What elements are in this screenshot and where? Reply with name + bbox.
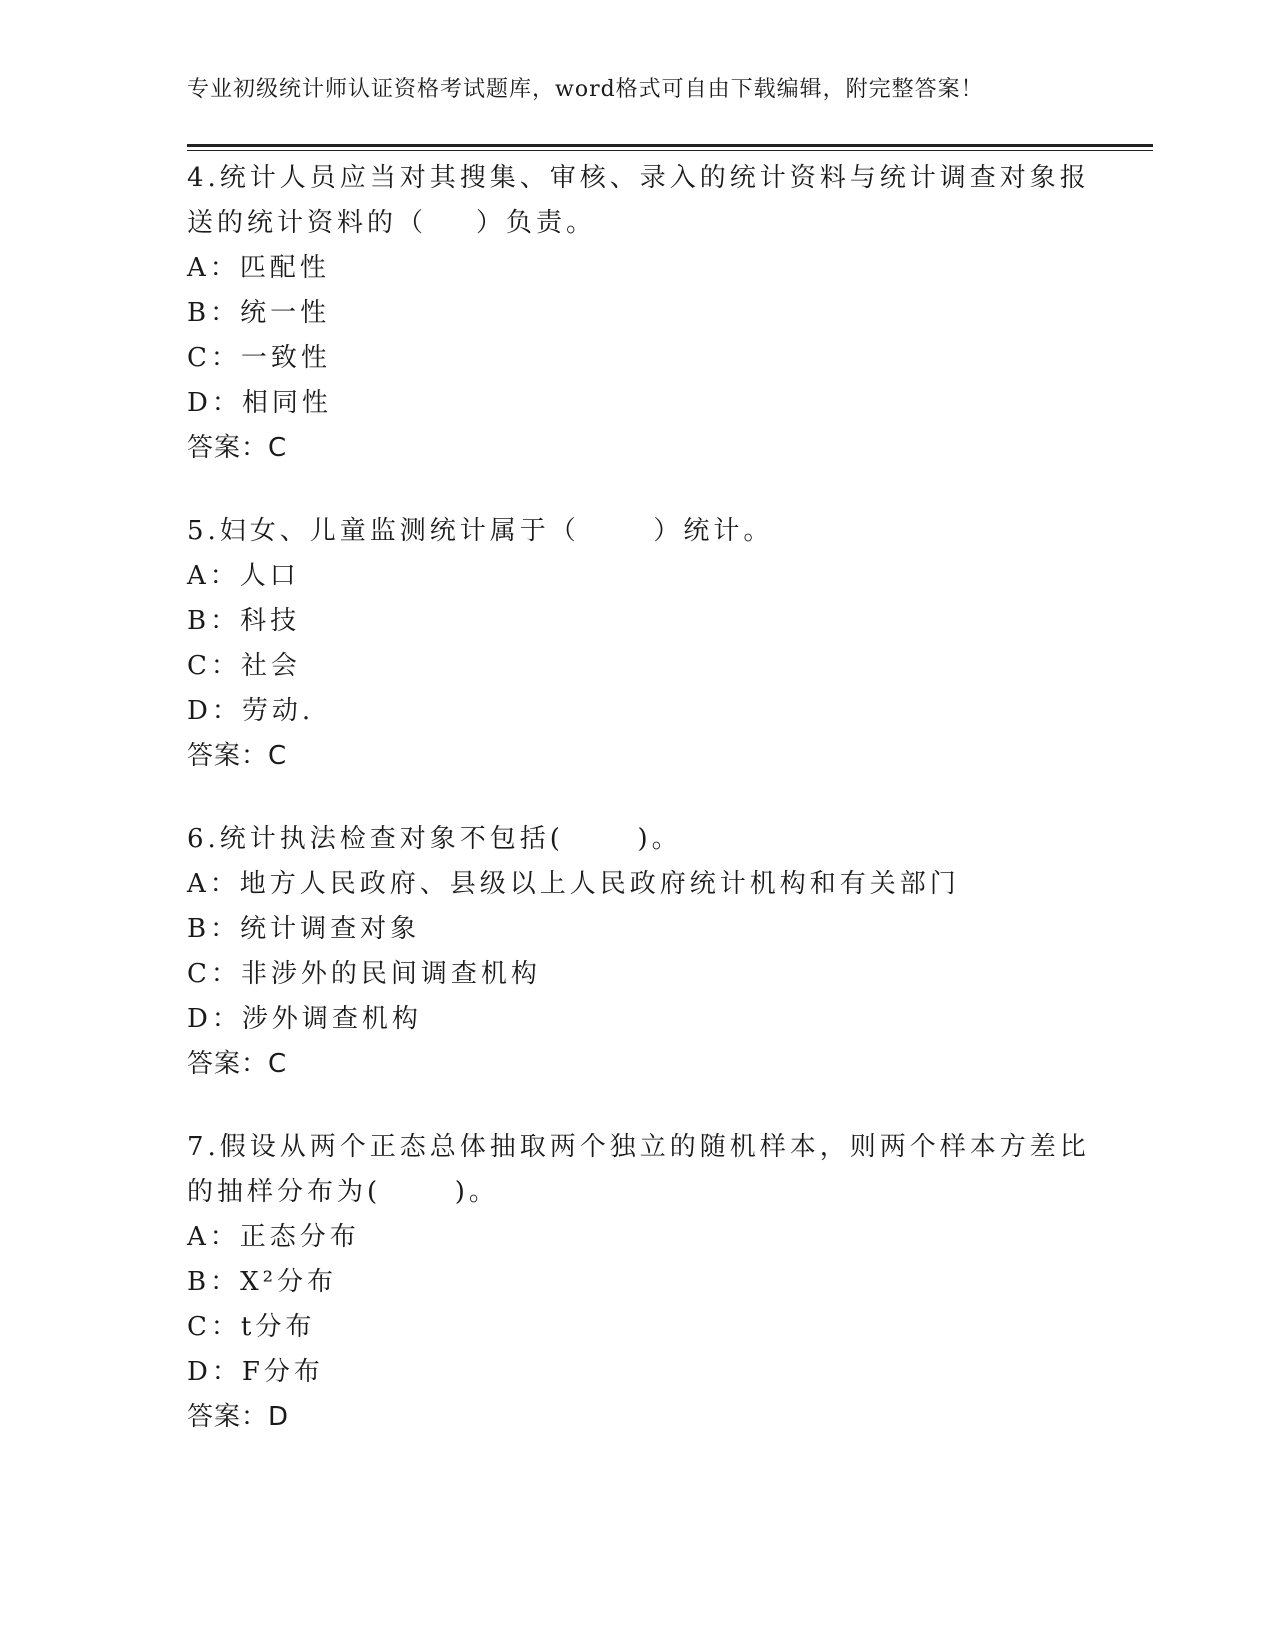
option-b: B：科技 bbox=[187, 606, 301, 636]
question-list bbox=[187, 156, 1090, 1478]
option-b: B：统一性 bbox=[187, 298, 331, 328]
option-c: C：非涉外的民间调查机构 bbox=[187, 959, 541, 989]
option-a: A：正态分布 bbox=[187, 1222, 360, 1252]
option-d: D：F分布 bbox=[187, 1357, 324, 1387]
question-item bbox=[187, 156, 1090, 471]
option-d: D：劳动. bbox=[187, 696, 315, 726]
question-stem-line: 4.统计人员应当对其搜集、审核、录入的统计资料与统计调查对象报 bbox=[187, 163, 1090, 193]
option-a: A：匹配性 bbox=[187, 253, 330, 283]
option-a: A：地方人民政府、县级以上人民政府统计机构和有关部门 bbox=[187, 869, 960, 899]
header-rule-thick bbox=[187, 144, 1153, 147]
question-item bbox=[187, 509, 1087, 779]
answer-line: 答案：C bbox=[187, 741, 288, 771]
option-d: D：相同性 bbox=[187, 388, 332, 418]
option-b: B：X²分布 bbox=[187, 1267, 338, 1297]
page-header: 专业初级统计师认证资格考试题库，word格式可自由下载编辑，附完整答案！ bbox=[187, 77, 984, 102]
question-stem-line: 7.假设从两个正态总体抽取两个独立的随机样本，则两个样本方差比 bbox=[187, 1132, 1090, 1162]
option-b: B：统计调查对象 bbox=[187, 914, 421, 944]
question-stem-line: 送的统计资料的（ ）负责。 bbox=[187, 208, 597, 238]
option-d: D：涉外调查机构 bbox=[187, 1004, 422, 1034]
question-stem-line: 的抽样分布为( )。 bbox=[187, 1177, 499, 1207]
option-a: A：人口 bbox=[187, 561, 300, 591]
question-item bbox=[187, 817, 1087, 1087]
question-stem-line: 5.妇女、儿童监测统计属于（ ）统计。 bbox=[187, 516, 774, 546]
question-stem-line: 6.统计执法检查对象不包括( )。 bbox=[187, 824, 682, 854]
option-c: C：社会 bbox=[187, 651, 301, 681]
header-rule-thin bbox=[187, 150, 1153, 151]
question-item bbox=[187, 1125, 1090, 1440]
answer-line: 答案：D bbox=[187, 1402, 290, 1432]
answer-line: 答案：C bbox=[187, 433, 288, 463]
answer-line: 答案：C bbox=[187, 1049, 288, 1079]
option-c: C：一致性 bbox=[187, 343, 331, 373]
option-c: C：t分布 bbox=[187, 1312, 316, 1342]
